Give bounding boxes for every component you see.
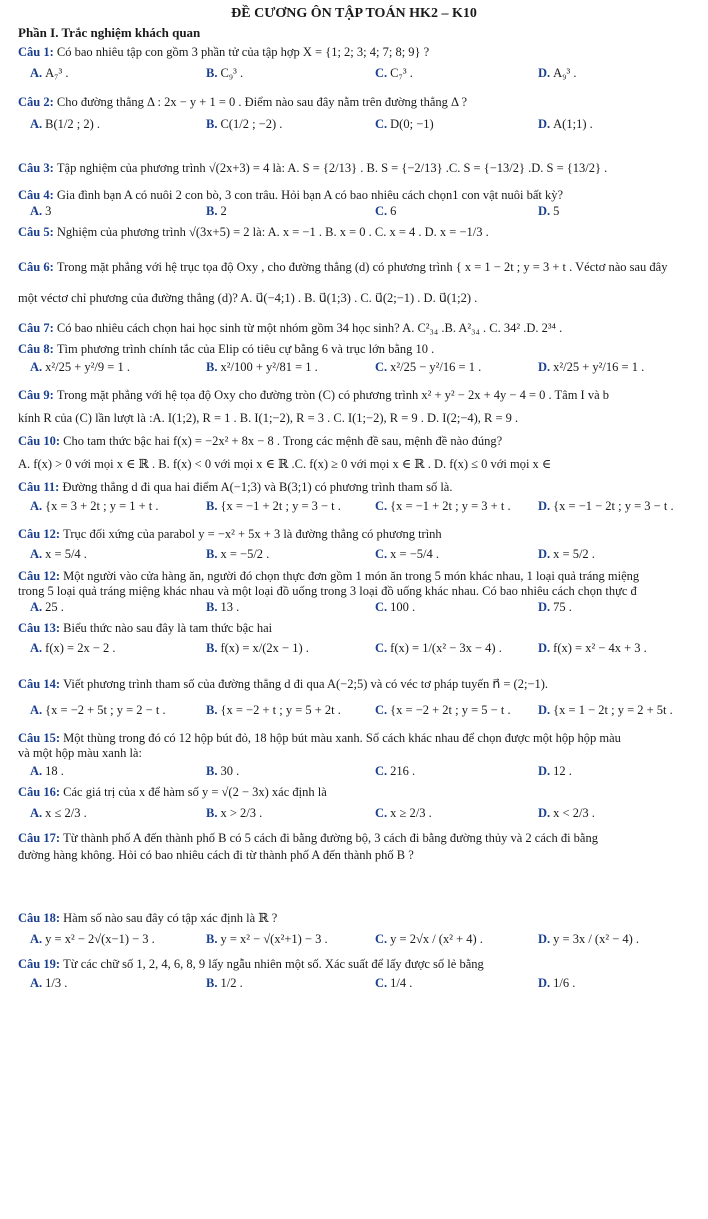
option-letter: C.: [375, 600, 388, 614]
option-letter: C.: [375, 547, 388, 561]
answer-option[interactable]: [30, 701, 166, 719]
answer-option[interactable]: [206, 202, 227, 220]
question-text: Tập nghiệm của phương trình √(2x+3) = 4 là: A. S = {2/13} . B. S = {−2/13} .C. S = {−13/2} .D. S = {13/2} .: [56, 161, 608, 175]
answer-option[interactable]: [206, 545, 269, 563]
option-letter: C.: [375, 806, 388, 820]
answer-option[interactable]: [206, 497, 341, 515]
option-value: y = 3x / (x² − 4) .: [553, 932, 640, 946]
option-value: C(1/2 ; −2) .: [220, 117, 283, 131]
option-letter: B.: [206, 641, 218, 655]
question-label: Câu 12:: [18, 527, 64, 541]
option-letter: B.: [206, 117, 218, 131]
option-letter: B.: [206, 932, 218, 946]
option-letter: A.: [30, 976, 43, 990]
answer-option[interactable]: [206, 64, 243, 82]
answer-option[interactable]: [375, 701, 511, 719]
question-text: đường hàng không. Hỏi có bao nhiêu cách đi từ thành phố A đến thành phố B ?: [18, 848, 414, 862]
option-letter: A.: [30, 641, 43, 655]
answer-option[interactable]: [375, 804, 432, 822]
option-value: 12 .: [553, 764, 572, 778]
question-line: [18, 830, 704, 846]
option-value: y = x² − 2√(x−1) − 3 .: [45, 932, 155, 946]
question-line: [18, 320, 704, 336]
question-text: Có bao nhiêu tập con gồm 3 phần tử của tập hợp X = {1; 2; 3; 4; 7; 8; 9} ?: [56, 45, 430, 59]
question-label: Câu 4:: [18, 188, 57, 202]
question-label: Câu 8:: [18, 342, 57, 356]
option-value: 6: [390, 204, 397, 218]
answer-option[interactable]: [30, 930, 155, 948]
question-label: Câu 18:: [18, 911, 64, 925]
option-value: A₉³ .: [553, 66, 577, 80]
option-letter: D.: [538, 976, 551, 990]
question-line: [18, 456, 704, 472]
answer-option[interactable]: [30, 64, 69, 82]
answer-options: [0, 115, 708, 133]
option-letter: D.: [538, 764, 551, 778]
answer-option[interactable]: [538, 497, 674, 515]
question-label: Câu 19:: [18, 957, 64, 971]
option-letter: D.: [538, 66, 551, 80]
option-value: 30 .: [220, 764, 240, 778]
option-letter: C.: [375, 66, 388, 80]
option-value: x²/25 − y²/16 = 1 .: [390, 360, 482, 374]
answer-option[interactable]: [538, 598, 572, 616]
option-letter: B.: [206, 66, 218, 80]
answer-options: [0, 974, 708, 992]
option-letter: C.: [375, 204, 388, 218]
option-letter: C.: [375, 976, 388, 990]
question-line: [18, 433, 704, 449]
option-value: 3: [45, 204, 52, 218]
option-value: 25 .: [45, 600, 64, 614]
option-letter: B.: [206, 976, 218, 990]
answer-option[interactable]: [375, 497, 511, 515]
answer-option[interactable]: [375, 202, 396, 220]
question-text: Nghiệm của phương trình √(3x+5) = 2 là: A. x = −1 . B. x = 0 . C. x = 4 . D. x = −1/3 .: [56, 225, 489, 239]
answer-options: [0, 598, 708, 616]
answer-options: [0, 358, 708, 376]
question-line: [18, 620, 704, 636]
question-text: Cho đường thẳng Δ : 2x − y + 1 = 0 . Điểm nào sau đây nằm trên đường thẳng Δ ?: [56, 95, 468, 109]
question-label: Câu 15:: [18, 731, 64, 745]
answer-option[interactable]: [30, 115, 100, 133]
option-value: C₇³ .: [390, 66, 413, 80]
answer-option[interactable]: [538, 639, 647, 657]
question-text: kính R của (C) lần lượt là :A. I(1;2), R = 1 . B. I(1;−2), R = 3 . C. I(1;−2), R = 9 . D. I(2;−4), R = 9 .: [18, 411, 519, 425]
option-letter: D.: [538, 204, 551, 218]
answer-option[interactable]: [206, 701, 341, 719]
answer-option[interactable]: [538, 974, 575, 992]
question-text: trong 5 loại quả tráng miệng khác nhau và một loại đồ uống trong 3 loại đồ uống khác nhau. Có bao nhiêu cách chọn thực đ: [18, 584, 637, 598]
option-value: {x = 3 + 2t ; y = 1 + t .: [45, 499, 159, 513]
answer-option[interactable]: [375, 974, 412, 992]
option-value: C₉³ .: [220, 66, 244, 80]
option-value: f(x) = x² − 4x + 3 .: [553, 641, 647, 655]
question-text: Trục đối xứng của parabol y = −x² + 5x + 3 là đường thẳng có phương trình: [63, 527, 442, 541]
question-text: Trong mặt phẳng với hệ tọa độ Oxy cho đường tròn (C) có phương trình x² + y² − 2x + 4y − 4 = 0 . Tâm I và b: [56, 388, 610, 402]
answer-option[interactable]: [30, 358, 130, 376]
answer-option[interactable]: [375, 115, 434, 133]
answer-option[interactable]: [375, 762, 415, 780]
option-letter: B.: [206, 360, 218, 374]
answer-options: [0, 701, 708, 719]
question-line: [18, 745, 704, 761]
option-value: {x = −1 + 2t ; y = 3 − t .: [220, 499, 341, 513]
option-letter: B.: [206, 703, 218, 717]
question-line: [18, 784, 704, 800]
option-value: 13 .: [220, 600, 240, 614]
option-value: 1/4 .: [390, 976, 413, 990]
option-value: 1/3 .: [45, 976, 68, 990]
answer-option[interactable]: [538, 762, 572, 780]
option-letter: C.: [375, 499, 388, 513]
option-letter: D.: [538, 117, 551, 131]
answer-option[interactable]: [538, 804, 595, 822]
answer-options: [0, 804, 708, 822]
question-text: Tìm phương trình chính tắc của Elip có tiêu cự bằng 6 và trục lớn bằng 10 .: [56, 342, 435, 356]
option-value: y = x² − √(x²+1) − 3 .: [220, 932, 328, 946]
answer-option[interactable]: [538, 701, 673, 719]
question-label: Câu 14:: [18, 677, 64, 691]
option-value: 75 .: [553, 600, 572, 614]
question-line: [18, 956, 704, 972]
answer-option[interactable]: [206, 762, 239, 780]
option-letter: A.: [30, 703, 43, 717]
option-letter: C.: [375, 703, 388, 717]
option-value: A(1;1) .: [553, 117, 593, 131]
answer-option[interactable]: [30, 639, 116, 657]
question-line: [18, 341, 704, 357]
option-letter: A.: [30, 600, 43, 614]
question-text: Có bao nhiêu cách chọn hai học sinh từ một nhóm gồm 34 học sinh? A. C²₃₄ .B. A²₃₄ . C. 34² .D. 2³⁴ .: [56, 321, 563, 335]
option-value: x = 5/2 .: [553, 547, 595, 561]
option-value: x > 2/3 .: [220, 806, 263, 820]
answer-option[interactable]: [206, 930, 328, 948]
document-title: ĐỀ CƯƠNG ÔN TẬP TOÁN HK2 – K10: [231, 6, 477, 21]
question-line: [18, 259, 704, 275]
option-letter: A.: [30, 117, 43, 131]
option-value: {x = −2 + t ; y = 5 + 2t .: [220, 703, 341, 717]
option-value: f(x) = x/(2x − 1) .: [220, 641, 309, 655]
question-text: Một thùng trong đó có 12 hộp bút đỏ, 18 hộp bút màu xanh. Số cách khác nhau để chọn được một hộp hộp màu: [63, 731, 621, 745]
option-value: {x = −1 + 2t ; y = 3 + t .: [390, 499, 511, 513]
option-letter: A.: [30, 499, 43, 513]
question-line: [18, 187, 704, 203]
question-line: [18, 910, 704, 926]
question-line: [18, 94, 704, 110]
question-label: Câu 10:: [18, 434, 64, 448]
option-value: 18 .: [45, 764, 64, 778]
option-letter: C.: [375, 932, 388, 946]
answer-option[interactable]: [538, 64, 577, 82]
option-letter: A.: [30, 806, 43, 820]
option-letter: B.: [206, 499, 218, 513]
option-value: x ≥ 2/3 .: [390, 806, 432, 820]
option-letter: C.: [375, 360, 388, 374]
option-letter: A.: [30, 764, 43, 778]
option-letter: A.: [30, 932, 43, 946]
answer-options: [0, 64, 708, 82]
option-letter: C.: [375, 117, 388, 131]
answer-option[interactable]: [30, 974, 67, 992]
option-value: f(x) = 1/(x² − 3x − 4) .: [390, 641, 502, 655]
option-letter: B.: [206, 547, 218, 561]
question-text: Gia đình bạn A có nuôi 2 con bò, 3 con trâu. Hỏi bạn A có bao nhiêu cách chọn1 con vật nuôi bất kỳ?: [56, 188, 564, 202]
option-value: 1/2 .: [220, 976, 243, 990]
question-label: Câu 7:: [18, 321, 57, 335]
option-letter: A.: [30, 66, 43, 80]
option-letter: D.: [538, 547, 551, 561]
option-letter: A.: [30, 360, 43, 374]
question-label: Câu 5:: [18, 225, 57, 239]
question-text: Cho tam thức bậc hai f(x) = −2x² + 8x − 8 . Trong các mệnh đề sau, mệnh đề nào đúng?: [63, 434, 503, 448]
answer-option[interactable]: [206, 115, 282, 133]
answer-options: [0, 639, 708, 657]
option-value: x²/25 + y²/9 = 1 .: [45, 360, 130, 374]
option-value: 2: [220, 204, 227, 218]
question-text: Hàm số nào sau đây có tập xác định là ℝ ?: [63, 911, 278, 925]
option-letter: D.: [538, 600, 551, 614]
option-letter: C.: [375, 764, 388, 778]
answer-option[interactable]: [538, 115, 593, 133]
question-label: Câu 2:: [18, 95, 57, 109]
question-label: Câu 11:: [18, 480, 63, 494]
part-heading: Phần I. Trắc nghiệm khách quan: [18, 25, 201, 40]
question-text: A. f(x) > 0 với mọi x ∈ ℝ . B. f(x) < 0 với mọi x ∈ ℝ .C. f(x) ≥ 0 với mọi x ∈ ℝ . D. f(x) ≤ 0 với mọi x ∈: [18, 457, 552, 471]
option-value: 216 .: [390, 764, 416, 778]
question-label: Câu 1:: [18, 45, 57, 59]
answer-option[interactable]: [538, 930, 639, 948]
question-line: [18, 224, 704, 240]
answer-options: [0, 762, 708, 780]
question-line: [18, 290, 704, 306]
question-label: Câu 16:: [18, 785, 64, 799]
option-letter: B.: [206, 806, 218, 820]
answer-option[interactable]: [30, 545, 87, 563]
question-text: một véctơ chỉ phương của đường thẳng (d)? A. u⃗(−4;1) . B. u⃗(1;3) . C. u⃗(2;−1) . D. u⃗(1;2) .: [18, 291, 478, 305]
question-text: Các giá trị của x để hàm số y = √(2 − 3x) xác định là: [63, 785, 327, 799]
option-value: x²/25 + y²/16 = 1 .: [553, 360, 645, 374]
option-value: 100 .: [390, 600, 416, 614]
answer-option[interactable]: [538, 202, 559, 220]
option-value: 1/6 .: [553, 976, 576, 990]
question-label: Câu 13:: [18, 621, 64, 635]
option-value: {x = −2 + 5t ; y = 2 − t .: [45, 703, 166, 717]
option-value: x ≤ 2/3 .: [45, 806, 87, 820]
question-line: [18, 847, 704, 863]
answer-option[interactable]: [206, 804, 262, 822]
option-letter: B.: [206, 764, 218, 778]
answer-options: [0, 202, 708, 220]
option-value: x²/100 + y²/81 = 1 .: [220, 360, 318, 374]
option-value: {x = 1 − 2t ; y = 2 + 5t .: [553, 703, 673, 717]
answer-option[interactable]: [30, 202, 51, 220]
option-letter: B.: [206, 600, 218, 614]
question-label: Câu 3:: [18, 161, 57, 175]
question-line: [18, 676, 704, 692]
question-line: [18, 44, 704, 60]
question-line: [18, 410, 704, 426]
option-letter: C.: [375, 641, 388, 655]
answer-options: [0, 930, 708, 948]
answer-option[interactable]: [375, 64, 413, 82]
answer-option[interactable]: [375, 598, 415, 616]
option-value: x = 5/4 .: [45, 547, 87, 561]
answer-option[interactable]: [206, 639, 309, 657]
answer-option[interactable]: [30, 804, 87, 822]
option-value: 5: [553, 204, 560, 218]
question-line: [18, 387, 704, 403]
question-text: Đường thẳng d đi qua hai điểm A(−1;3) và B(3;1) có phương trình tham số là.: [62, 480, 453, 494]
question-label: Câu 6:: [18, 260, 57, 274]
answer-option[interactable]: [30, 762, 64, 780]
option-value: B(1/2 ; 2) .: [45, 117, 101, 131]
option-value: y = 2√x / (x² + 4) .: [390, 932, 483, 946]
option-value: {x = −2 + 2t ; y = 5 − t .: [390, 703, 511, 717]
answer-option[interactable]: [538, 545, 595, 563]
option-letter: A.: [30, 547, 43, 561]
question-line: [18, 160, 704, 176]
answer-option[interactable]: [206, 358, 318, 376]
answer-option[interactable]: [538, 358, 644, 376]
option-value: f(x) = 2x − 2 .: [45, 641, 116, 655]
option-letter: D.: [538, 499, 551, 513]
answer-option[interactable]: [206, 598, 239, 616]
option-value: x < 2/3 .: [553, 806, 595, 820]
option-value: x = −5/4 .: [390, 547, 439, 561]
option-value: A₇³ .: [45, 66, 69, 80]
question-text: Từ các chữ số 1, 2, 4, 6, 8, 9 lấy ngẫu nhiên một số. Xác suất để lấy được số lẻ bằng: [63, 957, 484, 971]
option-letter: D.: [538, 360, 551, 374]
answer-option[interactable]: [375, 358, 481, 376]
option-letter: D.: [538, 703, 551, 717]
option-value: x = −5/2 .: [220, 547, 270, 561]
question-text: Trong mặt phẳng với hệ trục tọa độ Oxy , cho đường thẳng (d) có phương trình { x = 1 − 2t ; y = 3 + t . Véctơ nào sau đây: [56, 260, 668, 274]
option-letter: D.: [538, 932, 551, 946]
question-text: Biểu thức nào sau đây là tam thức bậc hai: [63, 621, 273, 635]
answer-option[interactable]: [375, 930, 483, 948]
question-line: [18, 568, 704, 584]
question-label: Câu 12:: [18, 569, 64, 583]
answer-option[interactable]: [30, 598, 64, 616]
answer-option[interactable]: [206, 974, 243, 992]
option-value: {x = −1 − 2t ; y = 3 − t .: [553, 499, 674, 513]
question-line: [18, 479, 704, 495]
answer-option[interactable]: [375, 545, 439, 563]
question-line: [18, 730, 704, 746]
question-text: Từ thành phố A đến thành phố B có 5 cách đi bằng đường bộ, 3 cách đi bằng đường thủy và 2 cách đi bằng: [63, 831, 598, 845]
question-text: Một người vào cửa hàng ăn, người đó chọn thực đơn gồm 1 món ăn trong 5 món khác nhau, 1 loại quả tráng miệng: [63, 569, 640, 583]
option-letter: A.: [30, 204, 43, 218]
answer-options: [0, 497, 708, 515]
answer-option[interactable]: [375, 639, 502, 657]
answer-options: [0, 545, 708, 563]
answer-option[interactable]: [30, 497, 159, 515]
question-label: Câu 9:: [18, 388, 57, 402]
option-value: D(0; −1): [390, 117, 434, 131]
question-text: Viết phương trình tham số của đường thẳng d đi qua A(−2;5) và có véc tơ pháp tuyến n⃗ = (2;−1).: [63, 677, 549, 691]
question-line: [18, 526, 704, 542]
question-label: Câu 17:: [18, 831, 64, 845]
question-line: [18, 583, 704, 599]
option-letter: D.: [538, 641, 551, 655]
option-letter: B.: [206, 204, 218, 218]
question-text: và một hộp màu xanh là:: [18, 746, 142, 760]
option-letter: D.: [538, 806, 551, 820]
